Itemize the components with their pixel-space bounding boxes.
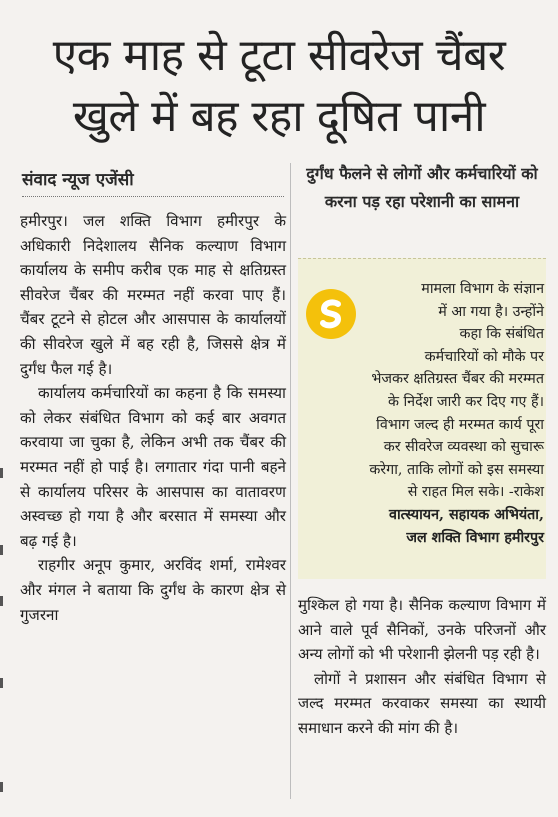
quote-line: करेगा, ताकि लोगों को इस समस्या bbox=[369, 461, 544, 478]
page-edge-mark bbox=[0, 596, 3, 606]
headline-line-2: खुले में बह रहा दूषित पानी bbox=[72, 91, 486, 142]
quote-line: कर सीवरेज व्यवस्था को सुचारू bbox=[383, 439, 544, 456]
body-paragraph-2: कार्यालय कर्मचारियों का कहना है कि समस्या को लेकर संबंधित विभाग को कई बार अवगत करवाया जा चुका है, लेकिन अभी तक चैंबर की मरम्मत नहीं हो पाई है। लगातार गंदा पानी बहने से कार्यालय परिसर के आसपास का वातावरण अस्वच्छ हो गया है और बरसात में समस्या और बढ़ गई है। bbox=[20, 384, 286, 550]
body-paragraph-5: लोगों ने प्रशासन और संबंधित विभाग से जल्द मरम्मत करवाकर समस्या का स्थायी समाधान करने की मांग की है। bbox=[298, 669, 546, 737]
official-quote-text bbox=[300, 278, 544, 549]
byline: संवाद न्यूज एजेंसी bbox=[22, 170, 134, 190]
body-paragraph-1: हमीरपुर। जल शक्ति विभाग हमीरपुर के अधिकारी निदेशालय सैनिक कल्याण विभाग कार्यालय के समीप करीब एक माह से क्षतिग्रस्त सीवरेज चैंबर की मरम्मत नहीं करवा पाए हैं। चैंबर टूटने से होटल और आसपास के कार्यालयों की सीवरेज खुले में बह रही है, जिससे क्षेत्र में दुर्गंध फैल गई है। bbox=[20, 212, 286, 378]
column-divider bbox=[290, 163, 291, 799]
headline-line-1: एक माह से टूटा सीवरेज चैंबर bbox=[52, 30, 506, 81]
article-body-right-column bbox=[298, 593, 546, 741]
quote-line: मामला विभाग के संज्ञान bbox=[421, 281, 544, 297]
page-edge-mark bbox=[0, 468, 3, 478]
page-edge-mark bbox=[0, 545, 3, 555]
quote-line: में आ गया है। उन्होंने bbox=[438, 303, 544, 320]
body-paragraph-4: मुश्किल हो गया है। सैनिक कल्याण विभाग में आने वाले पूर्व सैनिकों, उनके परिजनों और अन्य लोगों को भी परेशानी झेलनी पड़ रही है। bbox=[298, 596, 546, 664]
cropped-top-edge-strip bbox=[0, 0, 558, 12]
quote-line: कहा कि संबंधित bbox=[459, 326, 544, 343]
body-paragraph-3: राहगीर अनूप कुमार, अरविंद शर्मा, रामेश्वर और मंगल ने बताया कि दुर्गंध के कारण क्षेत्र से गुजरना bbox=[20, 556, 286, 624]
quote-line: कर्मचारियों को मौके पर bbox=[424, 348, 544, 365]
quote-line: भेजकर क्षतिग्रस्त चैंबर की मरम्मत bbox=[371, 371, 544, 388]
quote-attribution: जल शक्ति विभाग हमीरपुर bbox=[406, 529, 544, 546]
quote-line: विभाग जल्द ही मरम्मत कार्य पूरा bbox=[376, 416, 544, 433]
page-edge-mark bbox=[0, 782, 3, 792]
article-body-left-column bbox=[20, 209, 286, 627]
page-edge-mark bbox=[0, 678, 3, 688]
quote-attribution: वात्स्यायन, सहायक अभियंता, bbox=[389, 506, 544, 523]
quote-line: से राहत मिल सके। -राकेश bbox=[407, 484, 544, 501]
quote-line: के निर्देश जारी कर दिए गए हैं। bbox=[387, 393, 544, 410]
sub-heading: दुर्गंध फैलने से लोगों और कर्मचारियों को करना पड़ रहा परेशानी का सामना bbox=[306, 164, 538, 211]
byline-divider bbox=[22, 196, 284, 197]
